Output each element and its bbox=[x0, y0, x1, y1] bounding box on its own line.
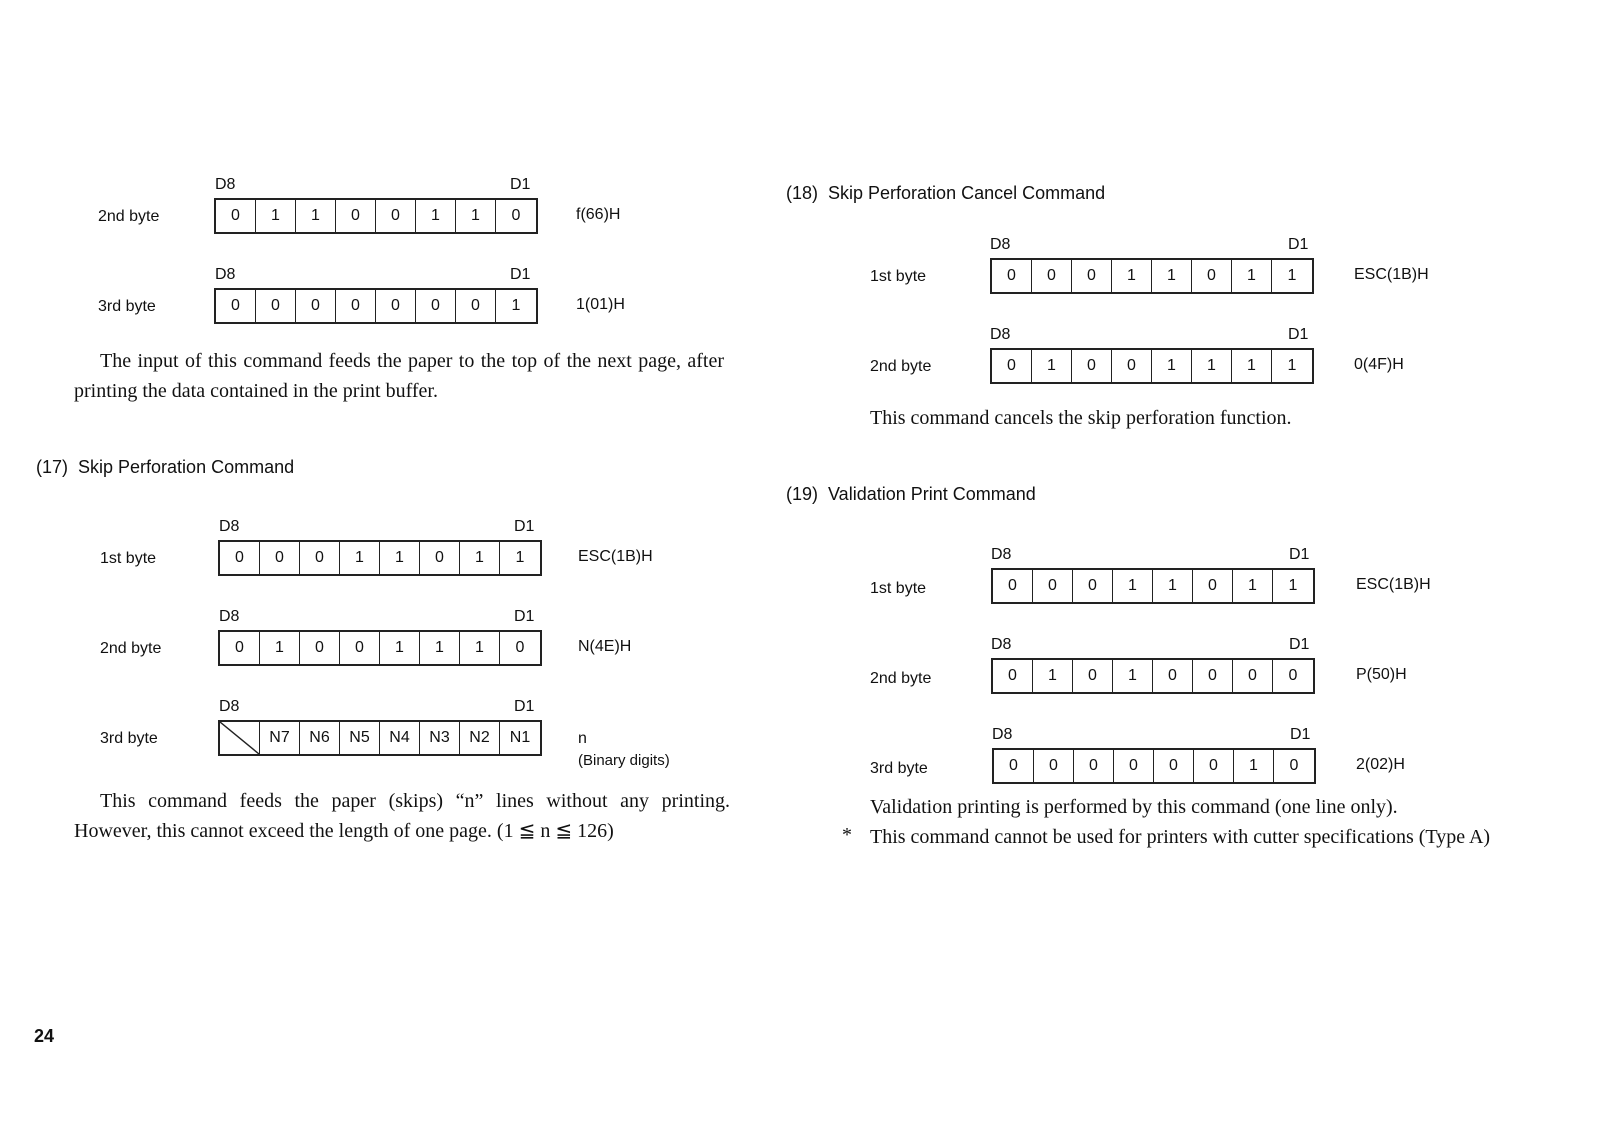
bit-high-label: D8 bbox=[219, 518, 240, 535]
byte-row bbox=[760, 726, 1600, 790]
bit-cell: 0 bbox=[336, 200, 376, 232]
bit-cell: 0 bbox=[1192, 260, 1232, 292]
bit-low-label: D1 bbox=[1289, 546, 1310, 563]
bit-cell: 1 bbox=[1287, 267, 1297, 284]
bit-cell: 0 bbox=[1154, 750, 1194, 782]
bit-cell: 1 bbox=[1232, 260, 1272, 292]
bit-field bbox=[214, 288, 538, 324]
bit-cell: 0 bbox=[1288, 667, 1298, 684]
byte-row bbox=[760, 236, 1600, 300]
bit-cell: 0 bbox=[1073, 570, 1113, 602]
bit-cell: 0 bbox=[1233, 660, 1273, 692]
byte-label: 2nd byte bbox=[100, 640, 162, 657]
bit-cell: 0 bbox=[1032, 260, 1072, 292]
section-heading bbox=[36, 457, 294, 478]
bit-cell: 0 bbox=[992, 350, 1032, 382]
hex-value: 1(01)H bbox=[576, 296, 625, 313]
byte-label: 3rd byte bbox=[98, 298, 156, 315]
bit-cell: 0 bbox=[220, 542, 260, 574]
bit-cell: 0 bbox=[296, 290, 336, 322]
byte-label: 2nd byte bbox=[870, 358, 932, 375]
bit-low-label: D1 bbox=[510, 266, 531, 283]
bit-cell: 1 bbox=[460, 632, 500, 664]
section-title: Validation Print Command bbox=[828, 484, 1036, 504]
bit-high-label: D8 bbox=[991, 636, 1012, 653]
diagonal-slash-icon bbox=[220, 722, 259, 754]
bit-cell: 0 bbox=[1194, 750, 1234, 782]
bit-cell: 0 bbox=[1289, 757, 1299, 774]
bit-low-label: D1 bbox=[514, 518, 535, 535]
section-number: (17) bbox=[36, 457, 69, 477]
bit-cell: 0 bbox=[300, 542, 340, 574]
bit-cell: 0 bbox=[1073, 660, 1113, 692]
bit-cell: 1 bbox=[1152, 350, 1192, 382]
bit-cell: 1 bbox=[1234, 750, 1274, 782]
hex-value: f(66)H bbox=[576, 206, 621, 223]
bit-cell: 0 bbox=[1153, 660, 1193, 692]
bit-high-label: D8 bbox=[215, 176, 236, 193]
hex-value bbox=[578, 730, 670, 769]
left-column bbox=[0, 0, 760, 1126]
bit-cell: 1 bbox=[260, 632, 300, 664]
bit-high-label: D8 bbox=[219, 698, 240, 715]
bit-cell: N2 bbox=[460, 722, 500, 754]
bit-cell: 1 bbox=[1033, 660, 1073, 692]
bit-cell: N6 bbox=[300, 722, 340, 754]
bit-cell: 0 bbox=[220, 632, 260, 664]
byte-row bbox=[0, 176, 760, 240]
bit-cell: 1 bbox=[1113, 570, 1153, 602]
section-title: Skip Perforation Cancel Command bbox=[828, 183, 1106, 203]
bit-cell: 0 bbox=[1072, 260, 1112, 292]
note-marker: * bbox=[842, 824, 852, 846]
bit-cell: 0 bbox=[1112, 350, 1152, 382]
bit-cell: 1 bbox=[296, 200, 336, 232]
section-title: Skip Perforation Command bbox=[78, 457, 295, 477]
bit-cell: 0 bbox=[993, 660, 1033, 692]
bit-cell: 0 bbox=[456, 290, 496, 322]
bit-cell: 0 bbox=[416, 290, 456, 322]
bit-cell: 1 bbox=[1288, 577, 1298, 594]
bit-cell: 1 bbox=[456, 200, 496, 232]
section-number: (18) bbox=[786, 183, 819, 203]
bit-low-label: D1 bbox=[1290, 726, 1311, 743]
bit-cell: 1 bbox=[420, 632, 460, 664]
body-paragraph: Validation printing is performed by this command (one line only). bbox=[870, 796, 1398, 818]
bit-cell: N3 bbox=[420, 722, 460, 754]
byte-label: 1st byte bbox=[870, 580, 927, 597]
bit-cell: 1 bbox=[1232, 350, 1272, 382]
note-paragraph: This command cannot be used for printers with cutter specifications (Type A) bbox=[870, 826, 1491, 848]
bit-low-label: D1 bbox=[514, 608, 535, 625]
byte-label: 3rd byte bbox=[100, 730, 158, 747]
bit-cell: 0 bbox=[1034, 750, 1074, 782]
bit-cell: 1 bbox=[511, 297, 521, 314]
bit-cell: 0 bbox=[300, 632, 340, 664]
bit-field bbox=[991, 658, 1315, 694]
bit-cell: 0 bbox=[260, 542, 300, 574]
bit-cell: 0 bbox=[1072, 350, 1112, 382]
bit-cell: 1 bbox=[1152, 260, 1192, 292]
bit-cell: 0 bbox=[511, 207, 521, 224]
hex-value: P(50)H bbox=[1356, 666, 1407, 683]
bit-high-label: D8 bbox=[991, 546, 1012, 563]
bit-cell: 0 bbox=[1033, 570, 1073, 602]
bit-cell: 0 bbox=[420, 542, 460, 574]
byte-label: 1st byte bbox=[870, 268, 927, 285]
bit-cell: 0 bbox=[992, 260, 1032, 292]
hex-value: 2(02)H bbox=[1356, 756, 1405, 773]
bit-cell: 0 bbox=[515, 639, 525, 656]
hex-text: n bbox=[578, 730, 587, 747]
section-heading bbox=[786, 183, 1105, 204]
bit-field bbox=[991, 568, 1315, 604]
bit-cell: N7 bbox=[260, 722, 300, 754]
bit-cell: 1 bbox=[256, 200, 296, 232]
bit-field bbox=[990, 348, 1314, 384]
right-column bbox=[760, 0, 1600, 1126]
bit-cell: 1 bbox=[1113, 660, 1153, 692]
byte-label: 2nd byte bbox=[870, 670, 932, 687]
bit-field bbox=[218, 540, 542, 576]
section-heading bbox=[786, 484, 1036, 505]
bit-cell: 0 bbox=[376, 200, 416, 232]
bit-cell: 1 bbox=[380, 542, 420, 574]
hex-note: (Binary digits) bbox=[578, 752, 670, 769]
bit-cell: 0 bbox=[1114, 750, 1154, 782]
bit-cell: 0 bbox=[216, 200, 256, 232]
bit-high-label: D8 bbox=[990, 326, 1011, 343]
byte-row bbox=[760, 636, 1600, 700]
bit-cell: N5 bbox=[340, 722, 380, 754]
bit-low-label: D1 bbox=[1288, 236, 1309, 253]
bit-field bbox=[218, 720, 542, 756]
unused-bit-cell bbox=[220, 722, 260, 754]
bit-cell: 1 bbox=[1032, 350, 1072, 382]
bit-cell: 0 bbox=[993, 570, 1033, 602]
body-paragraph: The input of this command feeds the paper to the top of the next page, after printing the data contained in the print buffer. bbox=[74, 350, 724, 402]
bit-cell: 0 bbox=[1074, 750, 1114, 782]
hex-value: ESC(1B)H bbox=[578, 548, 653, 565]
bit-field bbox=[990, 258, 1314, 294]
bit-cell: N4 bbox=[380, 722, 420, 754]
bit-low-label: D1 bbox=[1288, 326, 1309, 343]
bit-cell: 1 bbox=[340, 542, 380, 574]
bit-cell: 0 bbox=[1193, 570, 1233, 602]
byte-row bbox=[760, 326, 1600, 390]
bit-cell: 1 bbox=[380, 632, 420, 664]
byte-row bbox=[0, 698, 760, 778]
bit-high-label: D8 bbox=[215, 266, 236, 283]
bit-low-label: D1 bbox=[510, 176, 531, 193]
bit-field bbox=[218, 630, 542, 666]
bit-cell: 1 bbox=[1112, 260, 1152, 292]
bit-cell: 0 bbox=[340, 632, 380, 664]
bit-cell: 1 bbox=[1287, 357, 1297, 374]
body-paragraph: This command cancels the skip perforation function. bbox=[870, 407, 1292, 429]
bit-cell: N1 bbox=[509, 729, 531, 746]
bit-cell: 0 bbox=[994, 750, 1034, 782]
byte-row bbox=[0, 266, 760, 330]
bit-cell: 1 bbox=[460, 542, 500, 574]
section-number: (19) bbox=[786, 484, 819, 504]
bit-cell: 0 bbox=[216, 290, 256, 322]
byte-row bbox=[0, 608, 760, 672]
byte-row bbox=[760, 546, 1600, 610]
hex-value: N(4E)H bbox=[578, 638, 632, 655]
bit-cell: 1 bbox=[1233, 570, 1273, 602]
body-paragraph: This command feeds the paper (skips) “n” lines without any printing. However, this cannot exceed the length of one page. (1 ≦ n ≦ 126) bbox=[74, 790, 730, 842]
hex-value: 0(4F)H bbox=[1354, 356, 1404, 373]
bit-low-label: D1 bbox=[514, 698, 535, 715]
byte-label: 2nd byte bbox=[98, 208, 160, 225]
bit-low-label: D1 bbox=[1289, 636, 1310, 653]
bit-field bbox=[214, 198, 538, 234]
hex-value: ESC(1B)H bbox=[1354, 266, 1429, 283]
bit-field bbox=[992, 748, 1316, 784]
byte-label: 3rd byte bbox=[870, 760, 928, 777]
byte-label: 1st byte bbox=[100, 550, 157, 567]
bit-cell: 1 bbox=[515, 549, 525, 566]
bit-cell: 1 bbox=[1153, 570, 1193, 602]
byte-row bbox=[0, 518, 760, 582]
bit-cell: 0 bbox=[336, 290, 376, 322]
page-number: 24 bbox=[34, 1026, 55, 1046]
bit-cell: 1 bbox=[1192, 350, 1232, 382]
bit-cell: 1 bbox=[416, 200, 456, 232]
bit-high-label: D8 bbox=[990, 236, 1011, 253]
bit-high-label: D8 bbox=[219, 608, 240, 625]
bit-cell: 0 bbox=[256, 290, 296, 322]
bit-cell: 0 bbox=[376, 290, 416, 322]
hex-value: ESC(1B)H bbox=[1356, 576, 1431, 593]
bit-high-label: D8 bbox=[992, 726, 1013, 743]
bit-cell: 0 bbox=[1193, 660, 1233, 692]
